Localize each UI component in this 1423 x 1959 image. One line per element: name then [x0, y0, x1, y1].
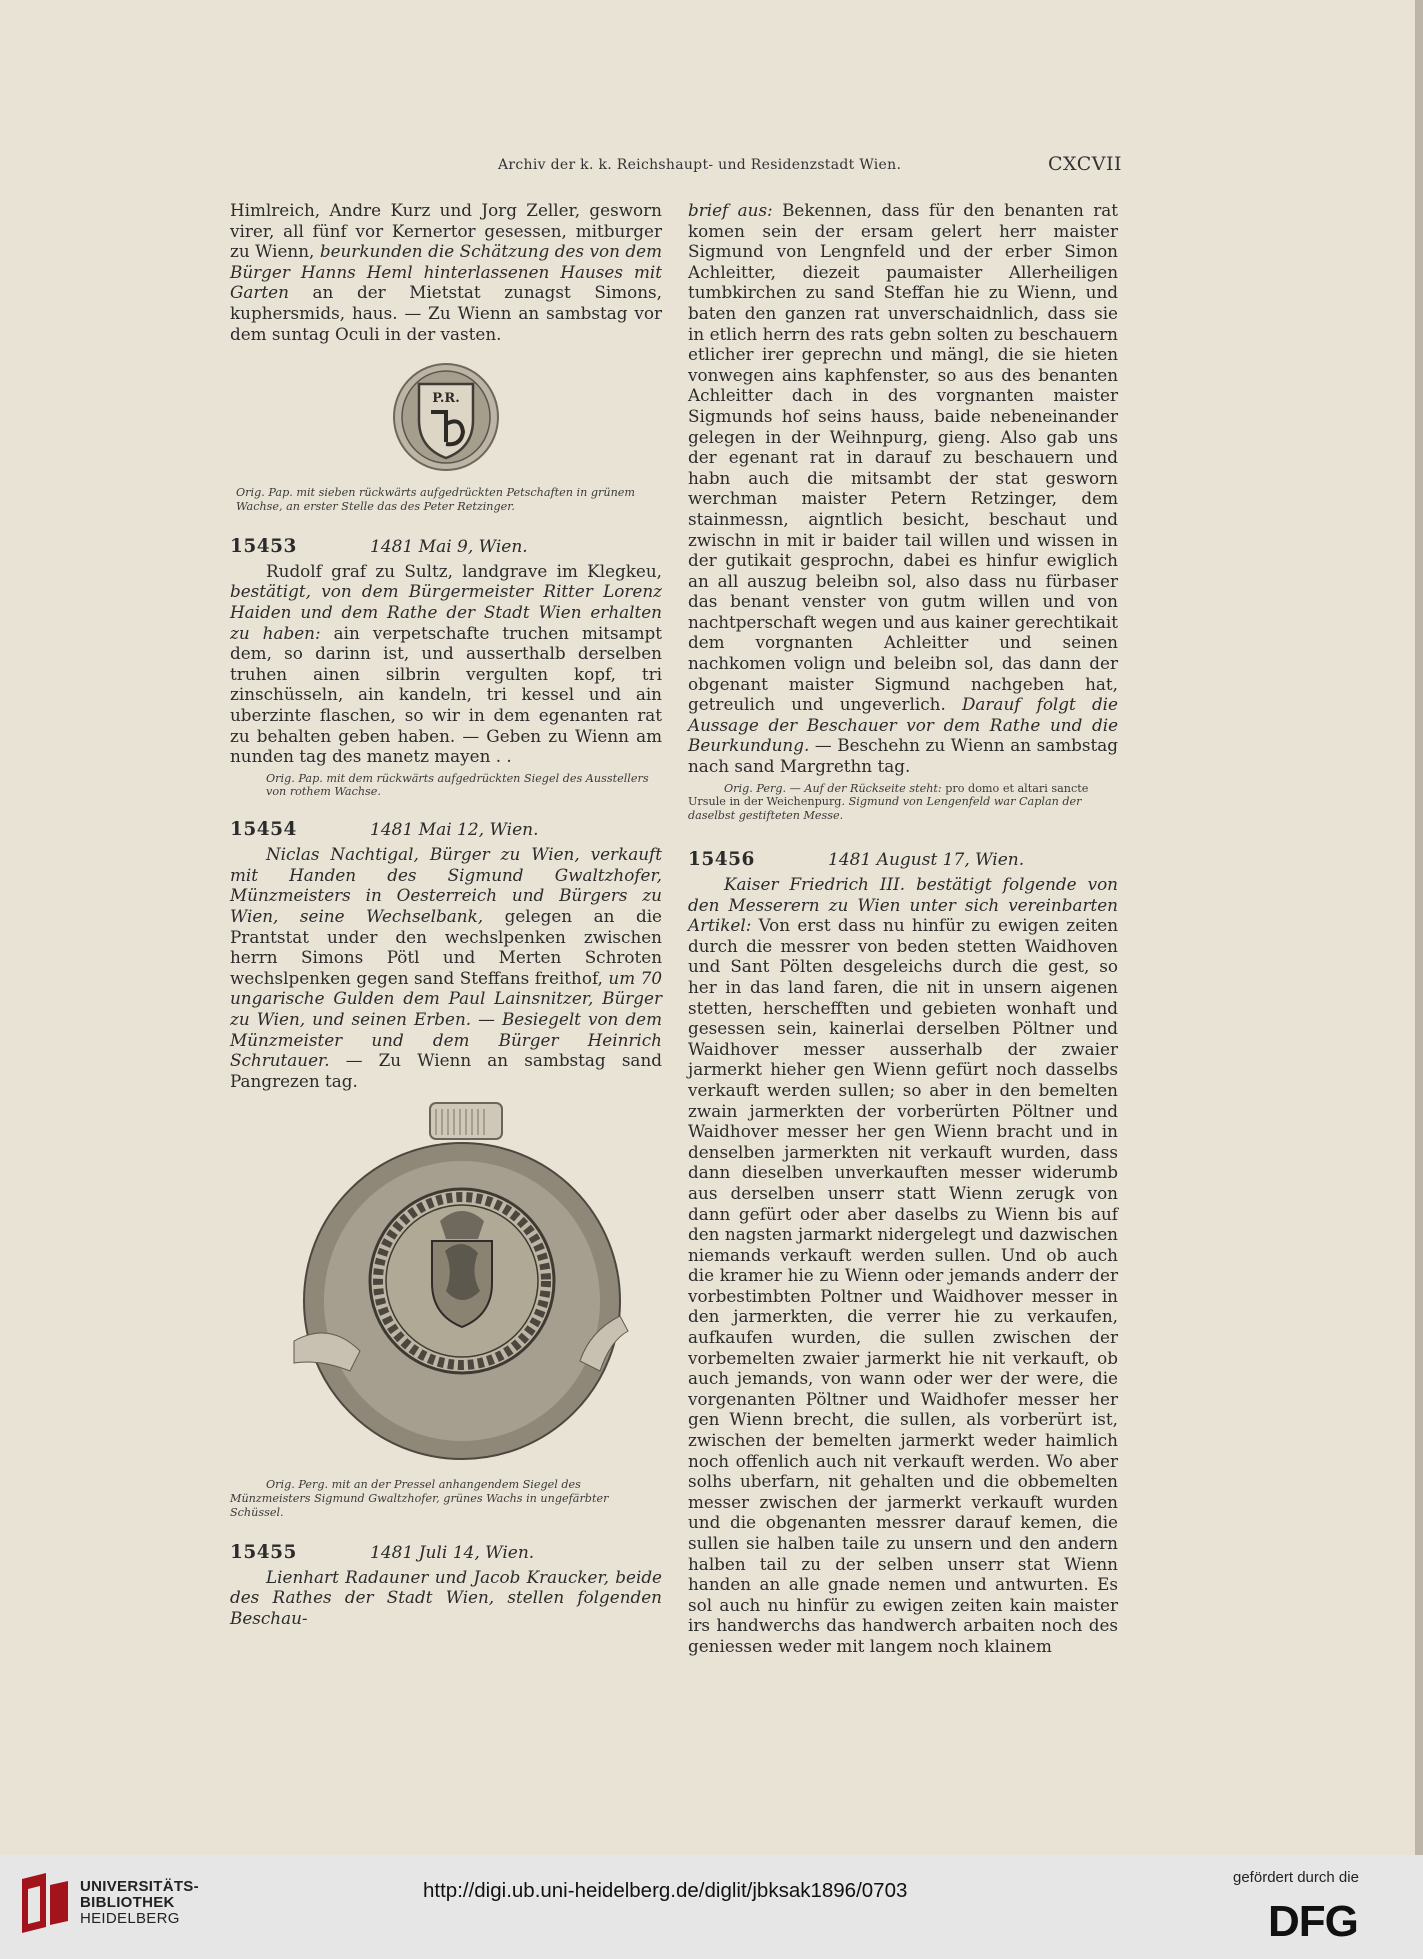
page-number: CXCVII: [1048, 153, 1122, 175]
entry-15456-text: Kaiser Friedrich III. bestätigt folgende von den Messerern zu Wien unter sich vereinbarten Artikel: Von erst dass nu hinfür zu ewigen zeiten durch die messrer von beden stetten Waidhoven und Sant Pölten desgeleichs durch die gest, so her in das land faren, die nit in unsern aigenen stetten, herschefften und gebieten wonhaft und gesessen sein, kainerlai derselben Pöltner und Waidhover messer ausserhalb der zwaier jarmerkt hieher gen Wienn gefürt noch dasselbs verkauft werden sullen; so aber in den bemelten zwain jarmerkten der vorberürten Pöltner und Waidhover messer her gen Wienn bracht und in denselben jarmerkten nit verkauft wurden, dass dann dieselben unverkauften messer widerumb aus derselben unserr statt Wienn zerugk von dann gefürt oder aber daselbs zu Wienn bis auf den nagsten jarmarkt nidergelegt und dazwischen niemands verkauft werden sullen. Und ob auch die kramer hie zu Wienn oder jemands anderr der vorbestimbten Poltner und Waidhover messer in den jarmerkten, die verrer hie zu verkaufen, aufkaufen wurden, die sullen zwischen der vorbemelten zwaier jarmerkt hie nit verkauft, ob auch jemands, von wann oder wer der were, die vorgenanten Pöltner und Waidhofer messer her gen Wienn brecht, die sullen, als vorberürt ist, zwischen der bemelten jarmerkt weder haimlich noch offenlich auch nit verkauft werden. Wo aber solhs uberfarn, nit gehalten und die obbemelten messer zwischen der jarmerkt verkauft wurden und die obgenanten messrer darauf kemen, die sullen sie halben taile zu unsern und den andern halben tail zu der selben unserr stat Wienn handen an alle gnade nemen und antwurten. Es sol auch nu hinfür zu ewigen zeiten kain maister irs handwerchs das handwerch arbaiten noch des geniessen weder mit langem noch klainem: [688, 874, 1118, 1656]
digitization-footer: [0, 1855, 1423, 1959]
university-library-logo-icon[interactable]: [16, 1871, 72, 1937]
entry-date: 1481 Mai 9, Wien.: [370, 536, 528, 557]
entry-15453-heading: [230, 536, 662, 557]
running-header: [0, 153, 1423, 179]
left-column: [230, 200, 662, 1629]
entry-date: 1481 Juli 14, Wien.: [370, 1542, 535, 1563]
right-column: [688, 200, 1118, 1657]
scan-edge: [1415, 0, 1423, 1855]
entry-15456-heading: [688, 849, 1118, 870]
seal1-caption: Orig. Pap. mit sieben rückwärts aufgedrückten Petschaften in grünem Wachse, an erster Stelle das des Peter Retzinger.: [236, 486, 636, 513]
entry-number: 15453: [230, 535, 297, 557]
beschaubrief-caption: Orig. Perg. — Auf der Rückseite steht: pro domo et altari sancte Ursule in der Weichenpurg. Sigmund von Lengenfeld war Caplan der daselbst gestifteten Messe.: [688, 781, 1089, 823]
entry-date: 1481 Mai 12, Wien.: [370, 820, 539, 841]
hanging-seal-image: [290, 1101, 630, 1466]
entry-15453-caption: Orig. Pap. mit dem rückwärts aufgedrückten Siegel des Ausstellers von rothem Wachse.: [266, 771, 649, 799]
funding-note: gefördert durch die: [1233, 1869, 1359, 1886]
seal1-monogram: P.R.: [432, 391, 460, 407]
entry-15454-text: Niclas Nachtigal, Bürger zu Wien, verkauft mit Handen des Sigmund Gwaltzhofer, Münzmeisters in Oesterreich und Bürgers zu Wien, seine Wechselbank, gelegen an die Prantstat under den wechslpenken zwischen herrn Simons Pötl und Merten Schroten wechslpenken gegen sand Steffans freithof, um 70 ungarische Gulden dem Paul Lainsnitzer, Bürger zu Wien, und seinen Erben. — Besiegelt von dem Münzmeister und dem Bürger Heinrich Schrutauer. — Zu Wienn an sambstag sand Pangrezen tag.: [230, 844, 662, 1091]
entry-number: 15455: [230, 1541, 297, 1563]
entry-date: 1481 August 17, Wien.: [828, 850, 1025, 871]
entry-15455-heading: [230, 1542, 662, 1563]
entry-15455-text: Lienhart Radauner und Jacob Kraucker, beide des Rathes der Stadt Wien, stellen folgenden Beschau-: [230, 1566, 662, 1628]
university-library-name: UNIVERSITÄTS- BIBLIOTHEK HEIDELBERG: [80, 1878, 199, 1927]
dfg-logo[interactable]: DFG: [1268, 1897, 1358, 1946]
entry-15454-heading: [230, 819, 662, 840]
entry-15454-caption: Orig. Perg. mit an der Pressel anhangendem Siegel des Münzmeisters Sigmund Gwaltzhofer, grünes Wachs in ungefärbter Schüssel.: [230, 1478, 609, 1519]
running-title: Archiv der k. k. Reichshaupt- und Residenzstadt Wien.: [498, 157, 902, 173]
permalink-url[interactable]: http://digi.ub.uni-heidelberg.de/diglit/jbksak1896/0703: [423, 1879, 908, 1902]
entry-15453-text: Rudolf graf zu Sultz, landgrave im Klegkeu, bestätigt, von dem Bürgermeister Ritter Lorenz Haiden und dem Rathe der Stadt Wien erhalten zu haben: ain verpetschafte truchen mitsampt dem, so darinn ist, und ausserthalb derselben truhen ainen silbrin vergulten kopf, tri zinschüsseln, ain kandeln, tri kessel und ain uberzinte flaschen, so wir in dem egenanten rat zu behalten geben haben. — Geben zu Wienn am nunden tag des manetz mayen . .: [230, 560, 662, 767]
entry-number: 15456: [688, 849, 755, 871]
beschaubrief-text: brief aus: Bekennen, dass für den benanten rat komen sein der ersam gelert herr maister Sigmund von Lengnfeld und der erber Simon Achleitter, diezeit paumaister Allerheiligen tumbkirchen zu sand Steffan hie zu Wienn, und baten den ganzen rat unverschaidnlich, dass sie in etlich herrn des rats gebn solten zu beschauern etlicher irer geprechn und mängl, die sie hieten vonwegen ains kaphfenster, so aus des benanten Achleitter dach in des vorgnanten maister Sigmunds hof seins hauss, baide nebeneinander gelegen in der Weihnpurg, gieng. Also gab uns der egenant rat in darauf zu beschauern und habn auch die mitsambt der stat gesworn werchman maister Petern Retzinger, dem stainmessn, aigntlich besicht, beschaut und zwischn in mit ir baider tail willen und wissen in der gutikait gesprochn, dabei es hinfur ewiglich an all auszug beleibn sol, also dass nu fürbaser das benant venster von gutm willen und von nachtperschaft wegen und aus kainer gerechtikait dem vorgnanten Achleitter und seinen nachkomen volign und beleibn sol, das dann der obgenant maister Sigmund nachgeben hat, getreulich und ungeverlich. Darauf folgt die Aussage der Beschauer vor dem Rathe und die Beurkundung. — Beschehn zu Wienn an sambstag nach sand Margrethn tag.: [688, 200, 1118, 777]
petschaft-seal-image: [391, 362, 501, 472]
entry-number: 15454: [230, 819, 297, 841]
intro-paragraph: Himlreich, Andre Kurz und Jorg Zeller, gesworn virer, all fünf vor Kernertor gesessen, mitburger zu Wienn, beurkunden die Schätzung des von dem Bürger Hanns Heml hinterlassenen Hauses mit Garten an der Mietstat zunagst Simons, kuphersmids, haus. — Zu Wienn an sambstag vor dem suntag Oculi in der vasten.: [230, 200, 662, 344]
